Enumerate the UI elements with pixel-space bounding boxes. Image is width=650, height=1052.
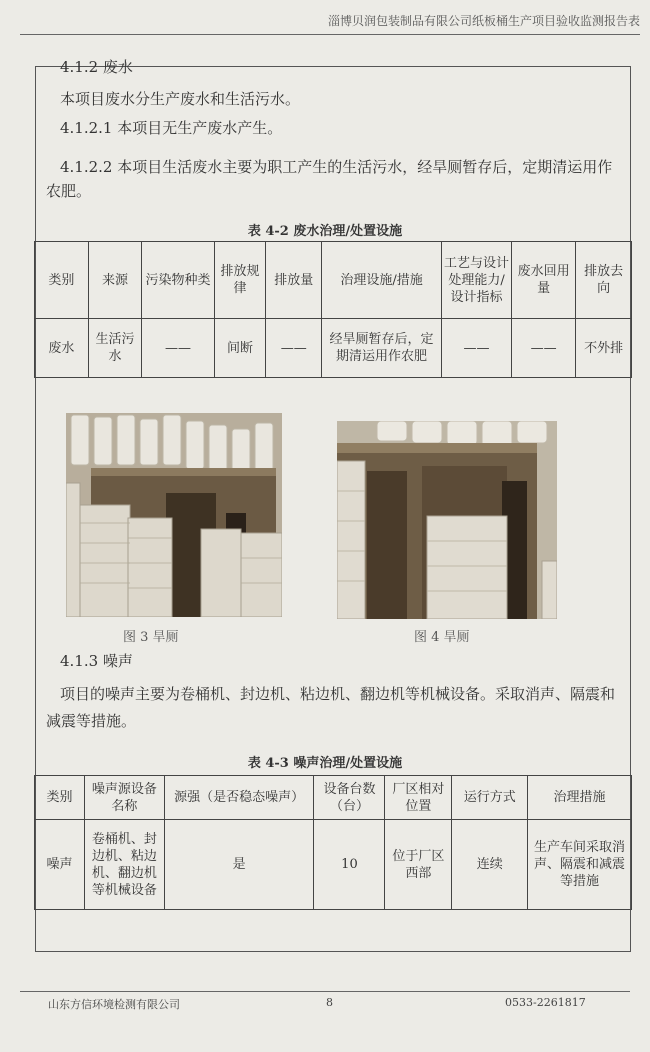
wastewater-p1: 4.1.2.1 本项目无生产废水产生。: [60, 119, 283, 137]
header-cell: 污染物种类: [142, 242, 214, 319]
table-cell: 噪声: [35, 820, 85, 910]
table-cell: 生产车间采取消声、隔震和减震等措施: [528, 820, 632, 910]
page-number: 8: [326, 996, 333, 1009]
table-cell: 卷桶机、封边机、粘边机、翻边机等机械设备: [84, 820, 164, 910]
header-cell: 运行方式: [452, 776, 528, 820]
footer-phone: 0533-2261817: [505, 996, 586, 1009]
table-4-2: [34, 241, 632, 378]
table-4-2-caption: 表 4-2 废水治理/处置设施: [247, 224, 403, 239]
header-cell: 废水回用量: [512, 242, 576, 319]
header-cell: 类别: [35, 776, 85, 820]
footer-rule: [20, 991, 630, 992]
header-cell: 设备台数（台）: [314, 776, 385, 820]
table-4-3-header-row: [35, 776, 632, 820]
table-cell: ——: [512, 319, 576, 378]
footer-company: 山东方信环境检测有限公司: [48, 998, 180, 1011]
table-cell: 位于厂区西部: [385, 820, 452, 910]
header-cell: 排放规律: [214, 242, 266, 319]
table-cell: 是: [164, 820, 314, 910]
table-4-3: [34, 775, 632, 910]
table-cell: ——: [266, 319, 322, 378]
header-cell: 噪声源设备名称: [84, 776, 164, 820]
table-cell: 废水: [35, 319, 89, 378]
header-cell: 治理措施: [528, 776, 632, 820]
header-cell: 来源: [88, 242, 142, 319]
table-cell: 10: [314, 820, 385, 910]
header-cell: 治理设施/措施: [322, 242, 442, 319]
table-cell: ——: [441, 319, 511, 378]
table-cell: ——: [142, 319, 214, 378]
header-cell: 厂区相对位置: [385, 776, 452, 820]
latrine-photo-2: [337, 421, 557, 619]
section-wastewater-heading: 4.1.2 废水: [60, 58, 133, 76]
table-cell: 间断: [214, 319, 266, 378]
table-cell: 不外排: [576, 319, 632, 378]
wastewater-p2: 4.1.2.2 本项目生活废水主要为职工产生的生活污水，经旱厕暂存后，定期清运用作农肥。: [46, 158, 613, 200]
figure-4-caption: 图 4 旱厕: [414, 630, 470, 645]
table-cell: 生活污水: [88, 319, 142, 378]
table-cell: 经旱厕暂存后，定期清运用作农肥: [322, 319, 442, 378]
header-cell: 工艺与设计处理能力/设计指标: [441, 242, 511, 319]
table-row: [35, 820, 632, 910]
header-cell: 排放量: [266, 242, 322, 319]
table-4-3-caption: 表 4-3 噪声治理/处置设施: [247, 756, 403, 771]
table-row: [35, 319, 632, 378]
latrine-photo-1: [66, 413, 282, 617]
header-cell: 源强（是否稳态噪声）: [164, 776, 314, 820]
section-noise-heading: 4.1.3 噪声: [60, 652, 133, 670]
figure-3-caption: 图 3 旱厕: [123, 630, 179, 645]
report-header: 淄博贝润包装制品有限公司纸板桶生产项目验收监测报告表: [327, 14, 640, 28]
noise-p1: 项目的噪声主要为卷桶机、封边机、粘边机、翻边机等机械设备。采取消声、隔震和减震等措施。: [46, 685, 616, 730]
wastewater-intro: 本项目废水分生产废水和生活污水。: [60, 90, 301, 108]
header-rule: [20, 34, 640, 35]
table-4-2-header-row: [35, 242, 632, 319]
table-cell: 连续: [452, 820, 528, 910]
header-cell: 类别: [35, 242, 89, 319]
header-cell: 排放去向: [576, 242, 632, 319]
